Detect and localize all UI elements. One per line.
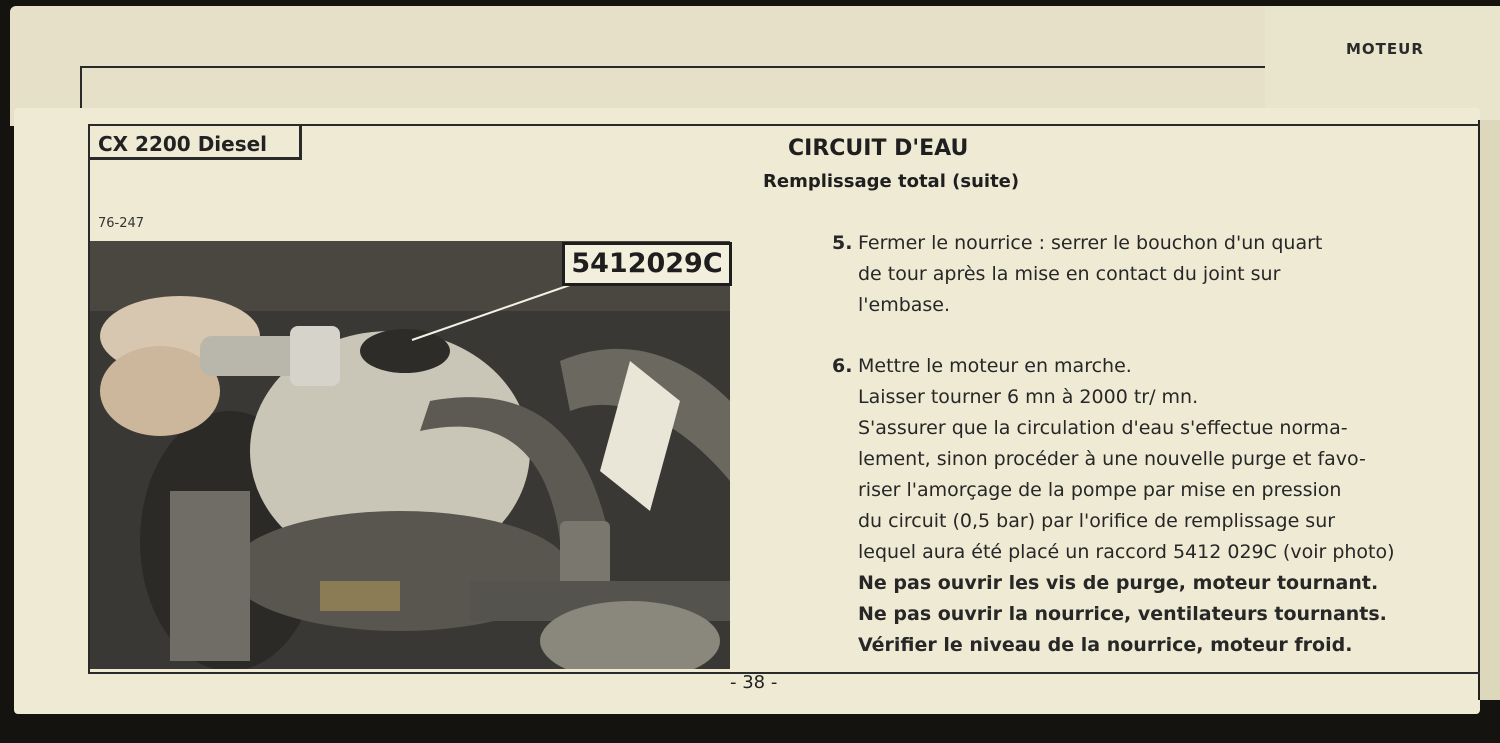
step-5 [832, 228, 1323, 321]
warning-line: Ne pas ouvrir la nourrice, ventilateurs tournants. [858, 603, 1387, 625]
warning-line: Ne pas ouvrir les vis de purge, moteur tournant. [858, 572, 1379, 594]
section-title: CIRCUIT D'EAU [788, 136, 969, 161]
warning-line: Vérifier le niveau de la nourrice, moteur froid. [858, 634, 1353, 656]
figure-reference: 76-247 [98, 216, 145, 231]
step-number: 5. [832, 232, 853, 254]
step-6 [832, 351, 1395, 661]
step-line: de tour après la mise en contact du joint sur [858, 263, 1281, 285]
engine-photo-illustration [90, 241, 730, 669]
step-line: du circuit (0,5 bar) par l'orifice de remplissage sur [858, 510, 1336, 532]
step-line: Laisser tourner 6 mn à 2000 tr/ mn. [858, 386, 1199, 408]
step-line: S'assurer que la circulation d'eau s'effectue norma- [858, 417, 1348, 439]
section-subtitle: Remplissage total (suite) [763, 171, 1020, 192]
step-line: riser l'amorçage de la pompe par mise en pression [858, 479, 1342, 501]
engine-photo [90, 241, 730, 669]
page-number: - 38 - [730, 672, 778, 693]
step-line: Fermer le nourrice : serrer le bouchon d'un quart [858, 232, 1323, 254]
step-line: lement, sinon procéder à une nouvelle purge et favo- [858, 448, 1366, 470]
step-line: l'embase. [858, 294, 951, 316]
step-line: lequel aura été placé un raccord 5412 029C (voir photo) [858, 541, 1395, 563]
step-line: Mettre le moteur en marche. [858, 355, 1132, 377]
step-number: 6. [832, 355, 853, 377]
part-number-callout: 5412029C [562, 242, 732, 286]
section-header: MOTEUR [1346, 40, 1424, 58]
next-page-edge [1478, 120, 1500, 700]
model-name: CX 2200 Diesel [98, 132, 268, 156]
